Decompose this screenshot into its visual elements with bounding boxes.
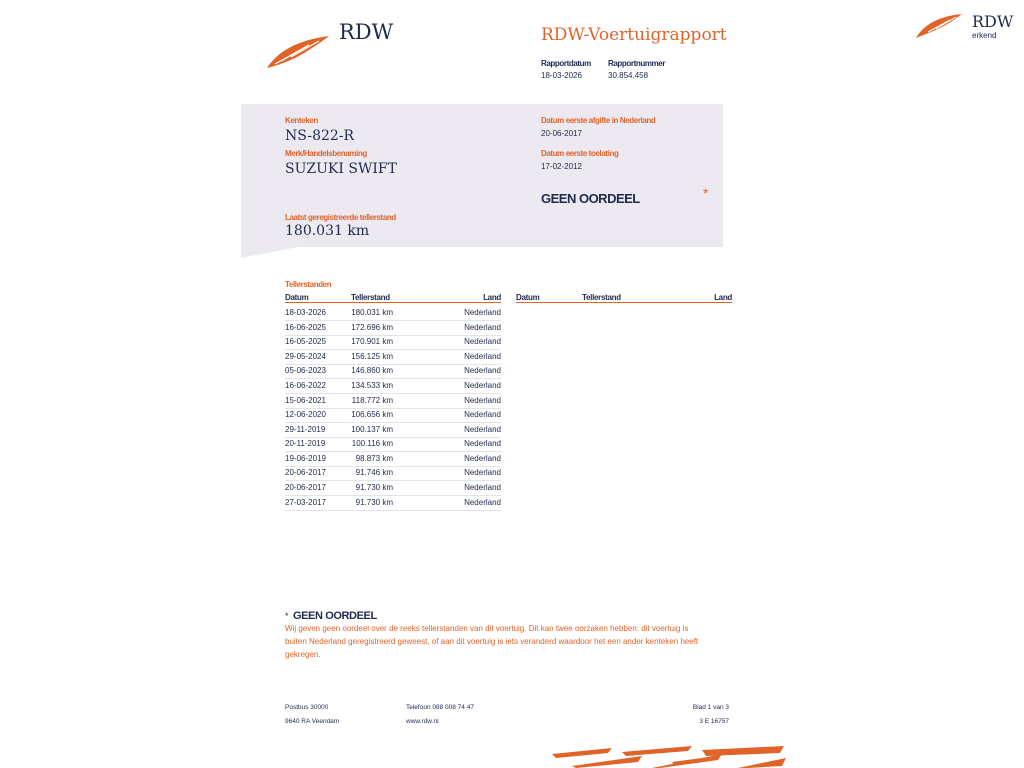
footer-website-link[interactable]: www.rdw.nl — [406, 718, 439, 725]
row-land: Nederland — [464, 498, 501, 507]
rdw-erkend-feather-icon — [914, 12, 964, 40]
row-land: Nederland — [464, 308, 501, 317]
table-row — [285, 496, 501, 511]
row-km: 156.125 km — [351, 352, 393, 361]
merk-label: Merk/Handelsbenaming — [285, 149, 367, 158]
table-row — [285, 466, 501, 481]
row-km: 146.860 km — [351, 366, 393, 375]
afgifte-value: 20-06-2017 — [541, 129, 582, 138]
footer-telefoon: Telefoon 088 008 74 47 — [406, 704, 474, 711]
row-date: 16-06-2022 — [285, 381, 326, 390]
row-date: 20-11-2019 — [285, 439, 326, 448]
footer-page-number: Blad 1 van 3 — [692, 704, 729, 711]
col-datum-left: Datum — [285, 293, 309, 302]
row-date: 16-05-2025 — [285, 337, 326, 346]
table-row — [285, 350, 501, 365]
kenteken-value: NS-822-R — [285, 128, 355, 144]
row-land: Nederland — [464, 396, 501, 405]
row-date: 29-11-2019 — [285, 425, 326, 434]
oordeel-status: GEEN OORDEEL — [541, 191, 640, 206]
row-date: 16-06-2025 — [285, 323, 326, 332]
table-row — [285, 379, 501, 394]
table-row — [285, 408, 501, 423]
row-land: Nederland — [464, 337, 501, 346]
table-row — [285, 321, 501, 336]
tellerstanden-title: Tellerstanden — [285, 280, 332, 289]
report-number-label: Rapportnummer — [608, 59, 666, 68]
erkend-logo-sub: erkend — [972, 31, 997, 40]
table-header-line-left — [285, 302, 501, 303]
row-date: 20-06-2017 — [285, 483, 326, 492]
teller-label: Laatst geregistreerde tellerstand — [285, 213, 396, 222]
table-row — [285, 452, 501, 467]
row-land: Nederland — [464, 410, 501, 419]
rdw-feather-icon — [265, 34, 331, 70]
rdw-logo-text: RDW — [339, 20, 394, 44]
note-asterisk: * — [285, 611, 289, 621]
row-land: Nederland — [464, 425, 501, 434]
report-number-value: 30.854.458 — [608, 71, 649, 80]
table-row — [285, 423, 501, 438]
footer-postcode: 9640 RA Veendam — [285, 718, 340, 725]
row-km: 106.656 km — [351, 410, 393, 419]
panel-notch — [241, 246, 303, 258]
oordeel-asterisk: * — [703, 185, 709, 201]
toelating-label: Datum eerste toelating — [541, 149, 619, 158]
erkend-logo-text: RDW — [972, 12, 1014, 31]
row-land: Nederland — [464, 454, 501, 463]
table-row — [285, 394, 501, 409]
toelating-value: 17-02-2012 — [541, 162, 582, 171]
table-header-line-right — [516, 302, 732, 303]
row-km: 170.901 km — [351, 337, 393, 346]
decorative-stripes-icon — [552, 744, 788, 768]
merk-value: SUZUKI SWIFT — [285, 161, 397, 177]
teller-value: 180.031 km — [285, 223, 370, 239]
table-row — [285, 437, 501, 452]
table-row — [285, 335, 501, 350]
row-date: 18-03-2026 — [285, 308, 326, 317]
footer-code: 3 E 16757 — [699, 718, 729, 725]
row-date: 20-06-2017 — [285, 468, 326, 477]
row-km: 100.137 km — [351, 425, 393, 434]
report-date-value: 18-03-2026 — [541, 71, 582, 80]
row-land: Nederland — [464, 439, 501, 448]
note-text: Wij geven geen oordeel over de reeks tellerstanden van dit voertuig. Dit kan twee oorzaken hebben: dit voertuig is buiten Nederland geregistreerd geweest, of aan dit voertuig is iets veranderd waardoor het een ander kenteken heeft gekregen. — [285, 624, 699, 659]
row-date: 29-05-2024 — [285, 352, 326, 361]
row-date: 19-06-2019 — [285, 454, 326, 463]
col-tellerstand-right: Tellerstand — [582, 293, 621, 302]
row-land: Nederland — [464, 468, 501, 477]
row-km: 118.772 km — [351, 396, 393, 405]
row-km: 91.730 km — [355, 498, 393, 507]
row-land: Nederland — [464, 381, 501, 390]
row-land: Nederland — [464, 366, 501, 375]
kenteken-label: Kenteken — [285, 116, 318, 125]
report-title: RDW-Voertuigrapport — [541, 25, 727, 45]
col-land-right: Land — [714, 293, 732, 302]
row-km: 172.696 km — [351, 323, 393, 332]
row-km: 91.746 km — [355, 468, 393, 477]
note-title: GEEN OORDEEL — [292, 610, 377, 622]
row-date: 05-06-2023 — [285, 366, 326, 375]
table-row — [285, 364, 501, 379]
footer-postbus: Postbus 30000 — [285, 704, 329, 711]
table-row — [285, 481, 501, 496]
row-land: Nederland — [464, 483, 501, 492]
report-date-label: Rapportdatum — [541, 59, 591, 68]
col-datum-right: Datum — [516, 293, 540, 302]
row-date: 27-03-2017 — [285, 498, 326, 507]
row-date: 15-06-2021 — [285, 396, 326, 405]
afgifte-label: Datum eerste afgifte in Nederland — [541, 116, 656, 125]
row-km: 98.873 km — [355, 454, 393, 463]
row-km: 91.730 km — [355, 483, 393, 492]
row-land: Nederland — [464, 323, 501, 332]
table-row — [285, 306, 501, 321]
col-tellerstand-left: Tellerstand — [351, 293, 390, 302]
col-land-left: Land — [483, 293, 501, 302]
row-km: 134.533 km — [351, 381, 393, 390]
row-date: 12-06-2020 — [285, 410, 326, 419]
row-km: 180.031 km — [351, 308, 393, 317]
row-land: Nederland — [464, 352, 501, 361]
row-km: 100.116 km — [351, 439, 393, 448]
